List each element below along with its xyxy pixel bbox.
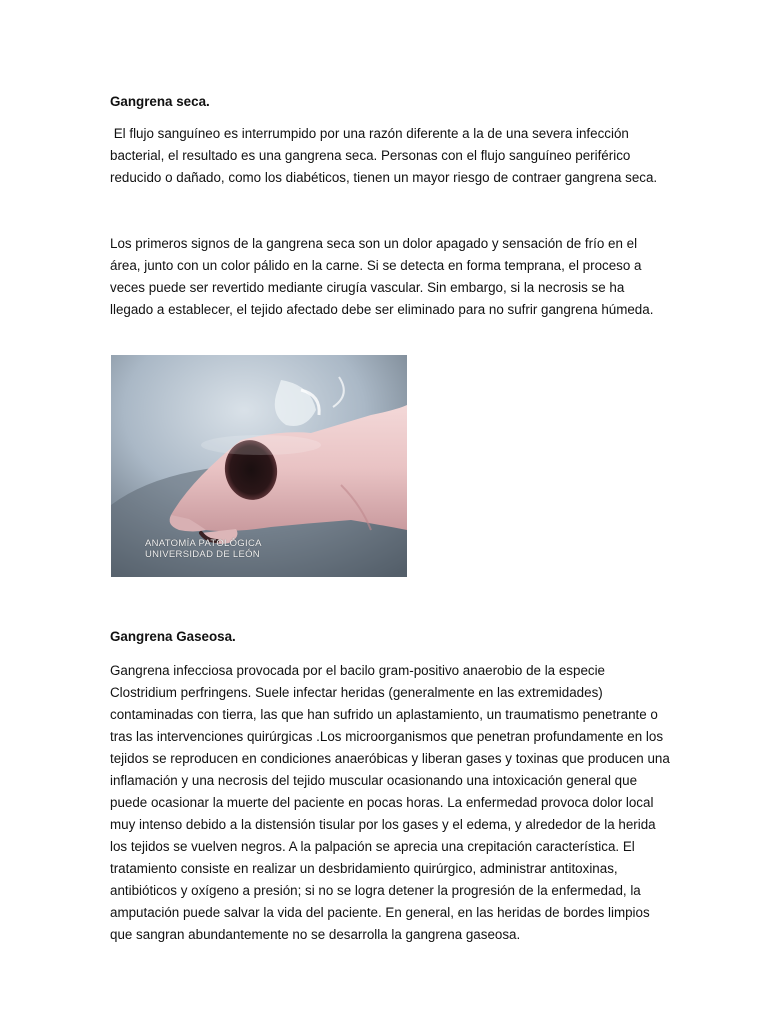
paragraph-dry-gangrene-signs: Los primeros signos de la gangrena seca son un dolor apagado y sensación de frío en el área, junto con un color pálido en la carne. Si se detecta en forma temprana, el proceso a veces puede ser revertido mediante cirugía vascular. Sin embargo, si la necrosis se ha llegado a establecer, el tejido afectado debe ser eliminado para no sufrir gangrena húmeda. bbox=[110, 236, 654, 317]
section-heading-dry-gangrene: Gangrena seca. bbox=[110, 94, 210, 109]
figure-caption-line1: ANATOMÍA PATOLÓGICA bbox=[145, 538, 262, 549]
paragraph-dry-gangrene-intro: El flujo sanguíneo es interrumpido por una razón diferente a la de una severa infección bacterial, el resultado es una gangrena seca. Personas con el flujo sanguíneo periférico reducido o dañado, como los diabéticos, tienen un mayor riesgo de contraer gangrena seca. bbox=[110, 126, 658, 185]
figure-caption-line2: UNIVERSIDAD DE LEÓN bbox=[145, 549, 260, 560]
section-heading-gas-gangrene: Gangrena Gaseosa. bbox=[110, 629, 236, 644]
figure-gangrene-photo bbox=[111, 355, 407, 577]
paragraph-gas-gangrene: Gangrena infecciosa provocada por el bacilo gram-positivo anaerobio de la especie Clostridium perfringens. Suele infectar heridas (generalmente en las extremidades) contaminadas con tierra, las que han sufrido un aplastamiento, un traumatismo penetrante o tras las intervenciones quirúrgicas .Los microorganismos que penetran profundamente en los tejidos se reproducen en condiciones anaeróbicas y liberan gases y toxinas que producen una inflamación y una necrosis del tejido muscular ocasionando una intoxicación general que puede ocasionar la muerte del paciente en pocas horas. La enfermedad provoca dolor local muy intenso debido a la distensión tisular por los gases y el edema, y alrededor de la herida los tejidos se vuelven negros. A la palpación se aprecia una crepitación característica. El tratamiento consiste en realizar un desbridamiento quirúrgico, administrar antitoxinas, antibióticos y oxígeno a presión; si no se logra detener la progresión de la enfermedad, la amputación puede salvar la vida del paciente. En general, en las heridas de bordes limpios que sangran abundantemente no se desarrolla la gangrena gaseosa. bbox=[110, 663, 670, 942]
